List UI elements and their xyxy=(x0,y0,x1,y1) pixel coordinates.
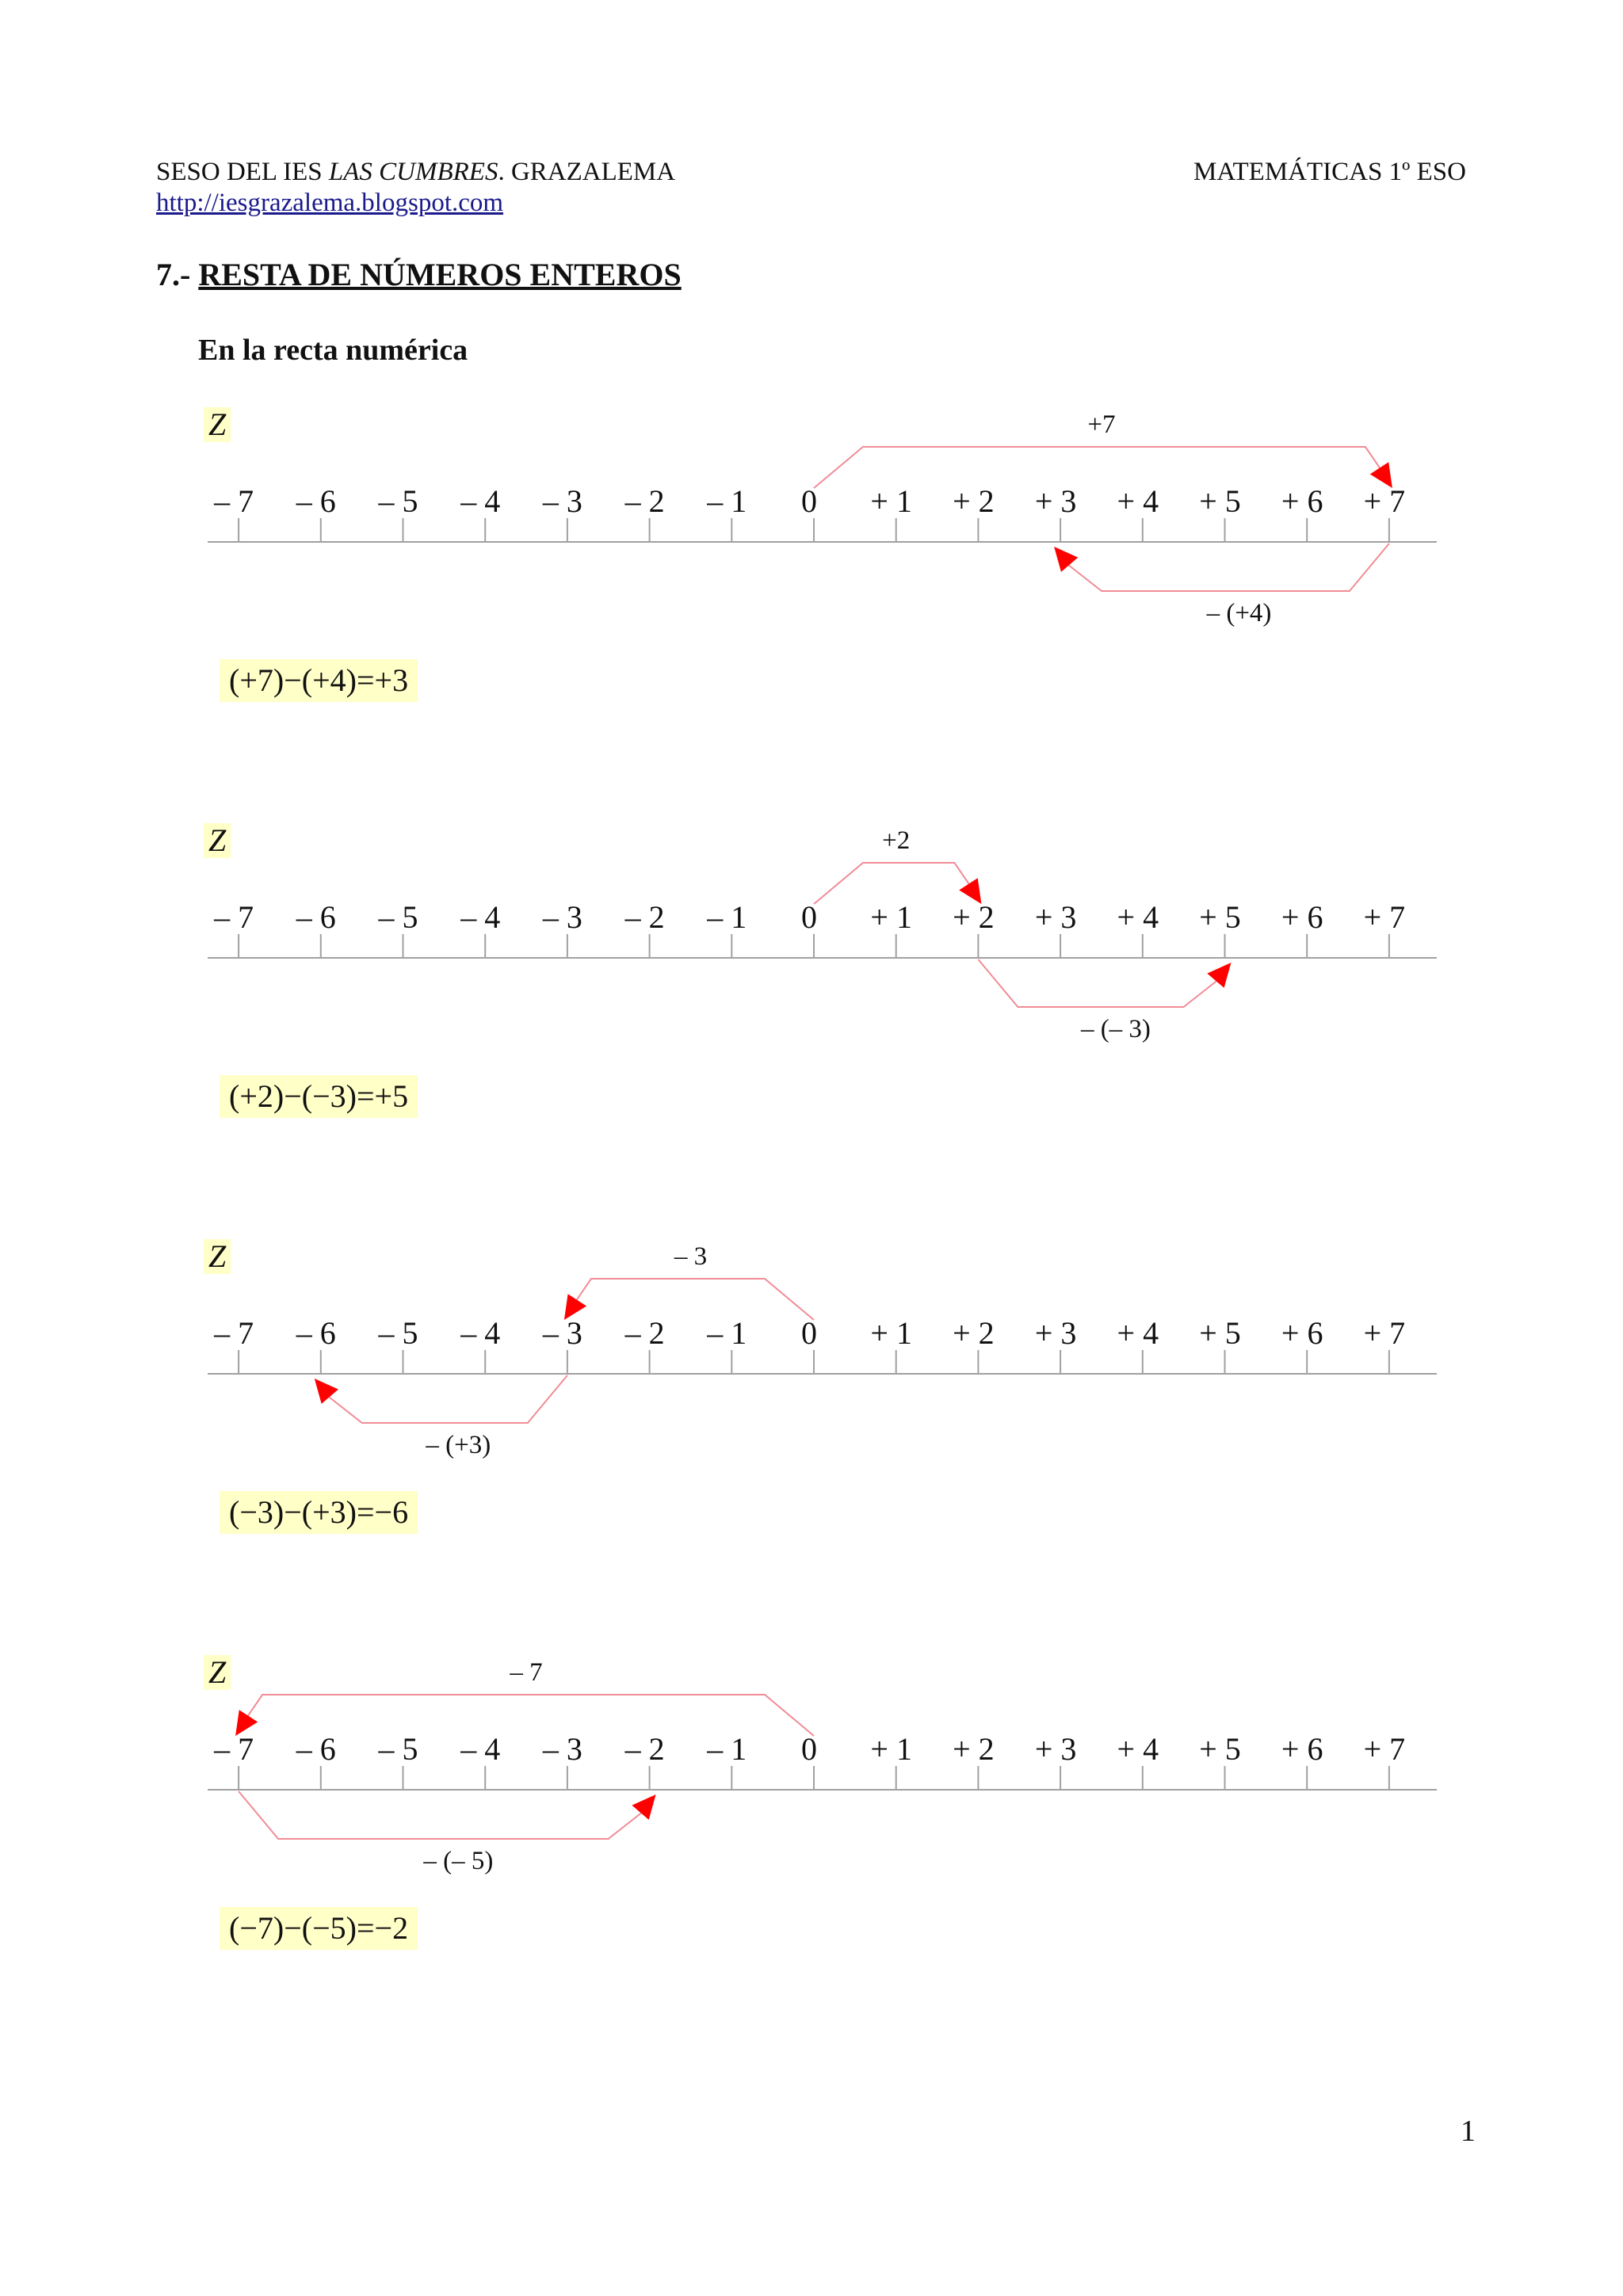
tick-label: – 1 xyxy=(707,1315,747,1351)
tick-label: – 7 xyxy=(214,1731,254,1767)
equation-result: (−7)−(−5)=−2 xyxy=(220,1907,418,1950)
tick-label: + 3 xyxy=(1034,899,1077,935)
first-move-label: +2 xyxy=(882,826,911,855)
blog-link[interactable]: http://iesgrazalema.blogspot.com xyxy=(156,189,504,217)
second-move-label: – (+4) xyxy=(1206,599,1272,627)
tick-label: + 1 xyxy=(870,1315,912,1351)
tick-label: + 5 xyxy=(1199,1315,1241,1351)
tick-label: – 3 xyxy=(542,483,582,519)
second-move-label: – (– 5) xyxy=(423,1847,494,1875)
tick-label: 0 xyxy=(801,1315,817,1351)
tick-label: – 1 xyxy=(707,899,747,935)
tick-label: – 3 xyxy=(542,1731,582,1767)
tick-label: – 4 xyxy=(460,483,501,519)
tick-label: – 1 xyxy=(707,1731,747,1767)
tick-label: + 4 xyxy=(1117,1315,1159,1351)
tick-label: + 6 xyxy=(1281,899,1323,935)
set-z-label: Z xyxy=(204,823,231,858)
tick-label: – 7 xyxy=(214,899,254,935)
tick-label: – 1 xyxy=(707,483,747,519)
tick-label: – 5 xyxy=(378,1315,418,1351)
second-move-arrowhead xyxy=(1054,547,1078,572)
tick-label: – 6 xyxy=(296,899,336,935)
tick-label: – 5 xyxy=(378,483,418,519)
tick-label: + 4 xyxy=(1117,483,1159,519)
tick-label: – 2 xyxy=(624,1315,665,1351)
tick-label: – 4 xyxy=(460,899,501,935)
tick-label: + 2 xyxy=(953,899,995,935)
tick-label: – 4 xyxy=(460,1315,501,1351)
tick-label: + 6 xyxy=(1281,483,1323,519)
second-move-arrowhead xyxy=(315,1379,338,1404)
tick-label: + 2 xyxy=(953,1731,995,1767)
first-move-label: +7 xyxy=(1087,410,1116,439)
second-move-arrow xyxy=(978,959,1228,1007)
tick-label: – 7 xyxy=(214,483,254,519)
set-z-label: Z xyxy=(204,407,231,442)
first-move-arrow xyxy=(567,1279,814,1320)
tick-label: 0 xyxy=(801,483,817,519)
tick-label: – 3 xyxy=(542,1315,582,1351)
tick-label: – 5 xyxy=(378,899,418,935)
tick-label: + 1 xyxy=(870,1731,912,1767)
second-move-label: – (+3) xyxy=(426,1431,491,1459)
second-move-arrowhead xyxy=(632,1794,655,1820)
tick-label: + 1 xyxy=(870,899,912,935)
tick-label: + 6 xyxy=(1281,1315,1323,1351)
tick-label: – 4 xyxy=(460,1731,501,1767)
tick-label: – 6 xyxy=(296,483,336,519)
tick-label: – 2 xyxy=(624,899,665,935)
tick-label: + 7 xyxy=(1363,1731,1406,1767)
second-move-arrow xyxy=(318,1375,567,1423)
tick-label: + 3 xyxy=(1034,1315,1077,1351)
equation-result: (+7)−(+4)=+3 xyxy=(220,659,418,702)
tick-label: + 6 xyxy=(1281,1731,1323,1767)
tick-label: 0 xyxy=(801,899,817,935)
first-move-label: – 3 xyxy=(674,1242,708,1271)
tick-label: + 3 xyxy=(1034,483,1077,519)
equation-result: (−3)−(+3)=−6 xyxy=(220,1491,418,1534)
tick-label: + 1 xyxy=(870,483,912,519)
first-move-label: – 7 xyxy=(510,1658,543,1687)
equation-result: (+2)−(−3)=+5 xyxy=(220,1075,418,1118)
tick-label: + 7 xyxy=(1363,899,1406,935)
second-move-label: – (– 3) xyxy=(1080,1015,1151,1043)
page-number: 1 xyxy=(1461,2115,1476,2148)
tick-label: + 2 xyxy=(953,1315,995,1351)
tick-label: – 6 xyxy=(296,1731,336,1767)
tick-label: + 4 xyxy=(1117,899,1159,935)
tick-label: – 2 xyxy=(624,1731,665,1767)
first-move-arrow xyxy=(814,447,1389,488)
second-move-arrow xyxy=(239,1791,653,1839)
header-school: SESO DEL IES LAS CUMBRES. GRAZALEMA xyxy=(156,158,676,186)
set-z-label: Z xyxy=(204,1655,231,1690)
tick-label: + 2 xyxy=(953,483,995,519)
first-move-arrow xyxy=(239,1695,814,1736)
tick-label: + 7 xyxy=(1363,1315,1406,1351)
tick-label: + 7 xyxy=(1363,483,1406,519)
tick-label: – 7 xyxy=(214,1315,254,1351)
section-subtitle: En la recta numérica xyxy=(198,334,468,367)
tick-label: – 5 xyxy=(378,1731,418,1767)
tick-label: + 5 xyxy=(1199,1731,1241,1767)
tick-label: 0 xyxy=(801,1731,817,1767)
tick-label: + 4 xyxy=(1117,1731,1159,1767)
header-subject: MATEMÁTICAS 1º ESO xyxy=(1193,158,1466,186)
section-title: 7.- RESTA DE NÚMEROS ENTEROS xyxy=(156,257,682,292)
second-move-arrow xyxy=(1057,543,1389,591)
set-z-label: Z xyxy=(204,1239,231,1274)
tick-label: + 5 xyxy=(1199,899,1241,935)
second-move-arrowhead xyxy=(1207,963,1231,988)
tick-label: – 3 xyxy=(542,899,582,935)
tick-label: + 5 xyxy=(1199,483,1241,519)
tick-label: – 2 xyxy=(624,483,665,519)
tick-label: – 6 xyxy=(296,1315,336,1351)
first-move-arrow xyxy=(814,863,978,904)
tick-label: + 3 xyxy=(1034,1731,1077,1767)
